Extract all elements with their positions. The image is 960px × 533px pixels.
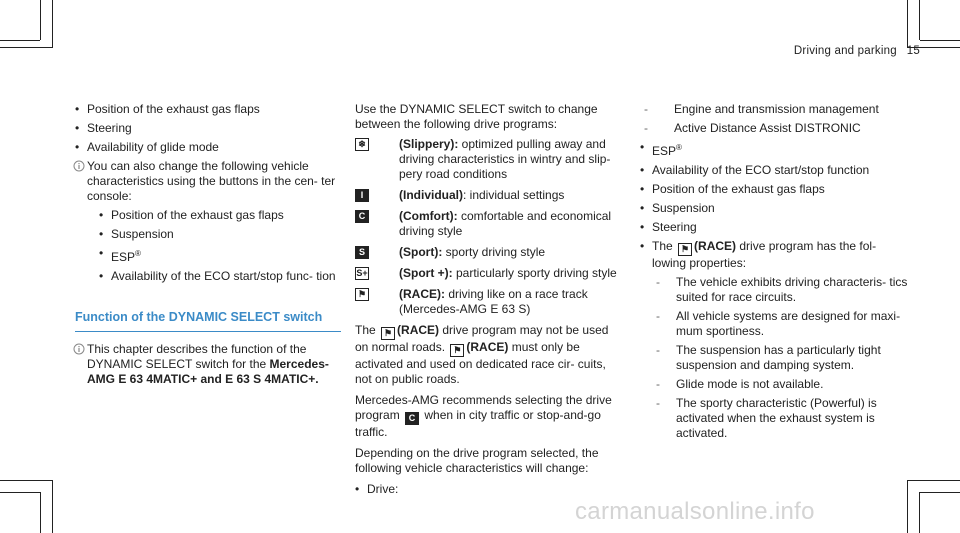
info-icon (73, 160, 85, 172)
list-item: • Availability of glide mode (75, 140, 347, 155)
list-item: • Suspension (99, 227, 347, 242)
list-item: • Availability of the ECO start/stop function (640, 163, 910, 178)
crop-mark (40, 0, 41, 40)
watermark: carmanualsonline.info (575, 498, 815, 525)
crop-mark (52, 480, 53, 533)
crop-mark (907, 0, 908, 48)
note-text: You can also change the following vehicle characteristics using the buttons in the cen- ter console: (87, 159, 336, 203)
sport-plus-icon: S+ (356, 268, 368, 278)
list-item: • Steering (75, 121, 347, 136)
drive-program-slippery: ❄ (Slippery): optimized pulling away and driving characteristics in wintry and slip- pery road conditions (355, 137, 623, 182)
crop-mark (0, 480, 52, 481)
comfort-icon: C (355, 210, 369, 223)
running-header (794, 44, 920, 59)
depending-text: Depending on the drive program selected, the following vehicle characteristics will change: (355, 446, 599, 475)
crop-mark (0, 492, 40, 493)
section-title: Function of the DYNAMIC SELECT switch (75, 310, 323, 324)
crop-mark (908, 480, 960, 481)
list-item: • Position of the exhaust gas flaps (75, 102, 347, 117)
drive-program-race: ⚑ (RACE): driving like on a race track (Mercedes-AMG E 63 S) (355, 287, 623, 317)
comfort-icon: C (405, 412, 419, 425)
middle-column (355, 102, 623, 501)
info-note (75, 342, 347, 387)
drive-program-comfort: C (Comfort): comfortable and economical driving style (355, 209, 623, 239)
section-rule (75, 331, 341, 332)
list-item: - The suspension has a particularly tight suspension and damping system. (652, 343, 910, 373)
race-icon: ⚑ (678, 243, 692, 256)
list-item: • Position of the exhaust gas flaps (99, 208, 347, 223)
slippery-icon: ❄ (355, 138, 369, 151)
crop-mark (907, 480, 908, 533)
list-item: - Glide mode is not available. (652, 377, 910, 392)
list-item: - Engine and transmission management (640, 102, 910, 117)
sport-icon: S (355, 246, 369, 259)
crop-mark (919, 492, 920, 533)
right-column (640, 102, 910, 445)
list-item: • Position of the exhaust gas flaps (640, 182, 910, 197)
left-column (75, 102, 347, 391)
info-note (75, 159, 347, 204)
individual-icon: I (355, 189, 369, 202)
list-item: - The sporty characteristic (Powerful) is activated when the exhaust system is activated. (652, 396, 910, 441)
crop-mark (40, 492, 41, 533)
list-item: • The ⚑ (RACE) drive program has the fol- lowing properties: (640, 239, 910, 271)
info-icon (73, 343, 85, 355)
race-warning: The ⚑ (RACE) drive program may not be used on normal roads. ⚑ (RACE) must only be activated and used on dedicated race cir- cuits, not on public roads. (355, 323, 609, 386)
crop-mark (920, 492, 960, 493)
list-item: - All vehicle systems are designed for maxi- mum sportiness. (652, 309, 910, 339)
crop-mark (0, 47, 52, 48)
race-icon: ⚑ (450, 344, 464, 357)
header-section: Driving and parking (793, 45, 897, 57)
crop-mark (920, 40, 960, 41)
list-item: • Steering (640, 220, 910, 235)
crop-mark (919, 0, 920, 40)
crop-mark (0, 40, 40, 41)
list-item: • ESP® (99, 246, 347, 265)
intro-text: Use the DYNAMIC SELECT switch to change between the following drive programs: (355, 102, 598, 131)
race-icon: ⚑ (355, 288, 369, 301)
list-item: • Drive: (355, 482, 623, 497)
model-names: Mercedes-AMG E 63 4MATIC+ and E 63 S 4MATIC+. (87, 357, 329, 386)
list-item: • Availability of the ECO start/stop func- tion (99, 269, 347, 284)
race-icon: ⚑ (381, 327, 395, 340)
drive-program-individual: I (Individual): individual settings (355, 188, 623, 203)
recommendation: Mercedes-AMG recommends selecting the drive program C when in city traffic or stop-and-go traffic. (355, 393, 612, 439)
list-item: • ESP® (640, 140, 910, 159)
list-item: • Suspension (640, 201, 910, 216)
crop-mark (52, 0, 53, 48)
note-text: This chapter describes the function of the DYNAMIC SELECT switch for the (87, 342, 307, 371)
page-number: 15 (906, 45, 920, 57)
drive-program-sport-plus: S+ (Sport +): particularly sporty driving style (356, 266, 617, 280)
list-item: - The vehicle exhibits driving characteris- tics suited for race circuits. (652, 275, 910, 305)
drive-program-sport: S (Sport): sporty driving style (355, 245, 623, 260)
list-item: - Active Distance Assist DISTRONIC (640, 121, 910, 136)
